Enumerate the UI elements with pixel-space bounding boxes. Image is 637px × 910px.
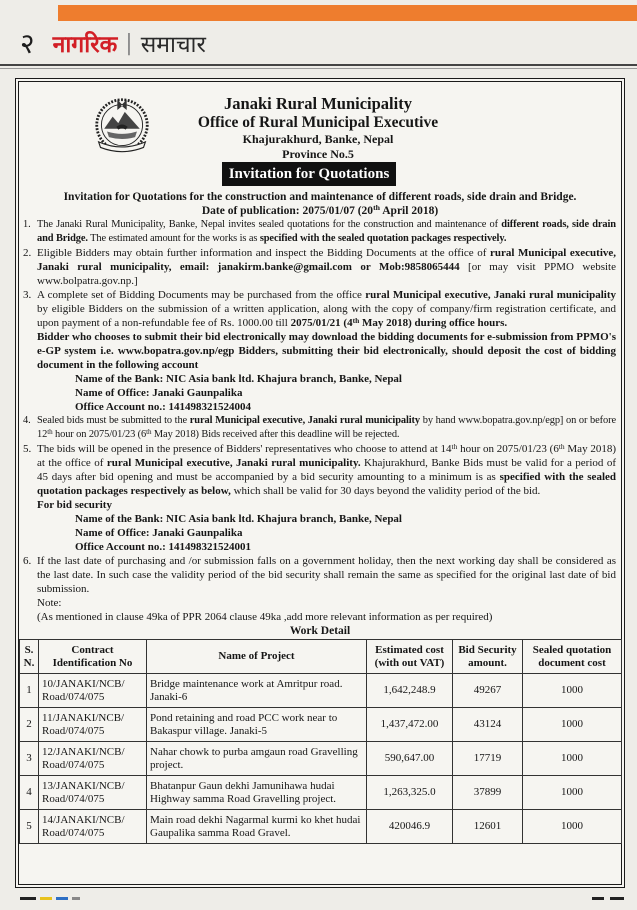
header-divider <box>0 64 637 66</box>
cell-sn: 2 <box>20 708 39 742</box>
clause-3 <box>19 288 621 330</box>
clause-text-segment: A complete set of Bidding Documents may be purchased from the office <box>37 289 366 301</box>
clause-number: 3. <box>23 289 32 301</box>
note-text: (As mentioned in clause 49ka of PPR 2064 clause 49ka ,add more relevant information as per required) <box>37 611 493 623</box>
clause-emphasis: specified with the sealed quotation packages respectively. <box>259 233 507 244</box>
province: Province No.5 <box>282 147 354 161</box>
cell-document-cost: 1000 <box>523 708 622 742</box>
cell-contract-id: 11/JANAKI/NCB/ Road/074/075 <box>39 708 147 742</box>
table-row <box>20 810 622 844</box>
cell-bid-security: 12601 <box>453 810 523 844</box>
bid-security-heading: For bid security <box>37 499 112 511</box>
notice-title-banner: Invitation for Quotations <box>222 162 396 186</box>
cell-document-cost: 1000 <box>523 674 622 708</box>
clause-text-segment: The estimated amount for the works is as <box>87 233 260 244</box>
newspaper-masthead <box>20 24 206 62</box>
cell-document-cost: 1000 <box>523 742 622 776</box>
ordinal-suffix: th <box>146 427 152 436</box>
clause-text-segment: Eligible Bidders may obtain further information and inspect the Bidding Documents at the office of <box>37 247 491 259</box>
cell-project-name: Bhatanpur Gaun dekhi Jamunihawa hudai Highway samma Road Gravelling project. <box>147 776 367 810</box>
clause-emphasis: different roads, side drain and Bridge. <box>37 219 616 244</box>
clause-text-segment: May 2018) at the office of <box>37 443 616 469</box>
work-detail-title: Work Detail <box>289 625 351 637</box>
office-name: Office of Rural Municipal Executive <box>197 114 439 131</box>
clause-emphasis: rural Municipal executive, Janaki rural municipality. <box>106 457 361 469</box>
fee-office-name: Name of Office: Janaki Gaunpalika <box>75 387 243 399</box>
cell-bid-security: 37899 <box>453 776 523 810</box>
clause-number: 2. <box>23 247 32 259</box>
clause-number: 5. <box>23 443 32 455</box>
publication-date-text: Date of publication: 2075/01/07 (20 <box>201 205 374 217</box>
newspaper-name: नागरिक <box>52 32 118 58</box>
cell-project-name: Bridge maintenance work at Amritpur road. Janaki-6 <box>147 674 367 708</box>
clause-emphasis: specified with the sealed quotation packages respectively as below, <box>37 471 616 497</box>
work-detail-table <box>19 639 622 844</box>
clause-text-segment: which shall be valid for 30 days beyond the validity period of the bid. <box>230 485 541 497</box>
clause-text-segment: hour on 2075/01/23 (6 <box>457 443 559 455</box>
clause-text-segment: [or may visit PPMO website www.bolpatra.gov.np.] <box>37 261 616 287</box>
cell-sn: 3 <box>20 742 39 776</box>
page-edge-mark <box>20 897 36 900</box>
page-edge-mark <box>56 897 68 900</box>
clause-emphasis: May 2018) during office hours. <box>359 317 508 329</box>
clause-text-segment: The bids will be opened in the presence of Bidders' representatives who choose to attend at 14 <box>37 443 452 455</box>
clause-emphasis: 2075/01/21 (4 <box>290 317 353 329</box>
header-document-cost: Sealed quotation document cost <box>523 640 622 674</box>
security-bank-name: Name of the Bank: NIC Asia bank ltd. Khajura branch, Banke, Nepal <box>75 513 402 525</box>
table-row <box>20 708 622 742</box>
clause-text <box>37 218 616 246</box>
header-divider-thin <box>0 68 637 69</box>
fee-account-number: Office Account no.: 141498321524004 <box>75 401 251 413</box>
publication-date <box>19 204 621 218</box>
clause-text <box>37 554 616 596</box>
nepal-coat-of-arms-icon <box>92 96 152 154</box>
clause-text-segment: May 2018) Bids received after this deadline will be rejected. <box>151 429 400 440</box>
cell-estimated-cost: 1,437,472.00 <box>367 708 453 742</box>
security-account-number: Office Account no.: 141498321524001 <box>75 541 251 553</box>
cell-contract-id: 10/JANAKI/NCB/ Road/074/075 <box>39 674 147 708</box>
security-office-name: Name of Office: Janaki Gaunpalika <box>75 527 243 539</box>
cell-estimated-cost: 590,647.00 <box>367 742 453 776</box>
header-sn: S. N. <box>20 640 39 674</box>
clause-text-segment: Khajurakhurd, Banke Bids must be valid for a period of 45 days after bid opening and must be accompanied by a bid security amounting to a minimum is as <box>37 457 617 483</box>
table-row <box>20 742 622 776</box>
page-edge-mark <box>610 897 624 900</box>
clause-text-segment: hour on 2075/01/23 (6 <box>52 429 147 440</box>
clause-5 <box>19 442 621 498</box>
clause-text <box>37 442 616 498</box>
cell-estimated-cost: 420046.9 <box>367 810 453 844</box>
quotation-notice <box>15 78 625 888</box>
clause-emphasis: rural Municipal executive, Janaki rural municipality, email: janakirm.banke@gmail.com or Mob:9858065444 <box>37 247 617 273</box>
clause-number: 6. <box>23 555 32 567</box>
section-name: समाचार <box>140 32 206 58</box>
cell-estimated-cost: 1,263,325.0 <box>367 776 453 810</box>
ordinal-suffix: th <box>352 315 360 325</box>
table-row <box>20 776 622 810</box>
clause-number: 4. <box>23 415 31 426</box>
header-project-name: Name of Project <box>147 640 367 674</box>
fee-bank-name: Name of the Bank: NIC Asia bank ltd. Khajura branch, Banke, Nepal <box>75 373 402 385</box>
clause-6 <box>19 554 621 596</box>
clause-text-segment: by hand www.bopatra.gov.np/egp] on or before 12 <box>37 415 616 440</box>
cell-contract-id: 12/JANAKI/NCB/ Road/074/075 <box>39 742 147 776</box>
cell-sn: 4 <box>20 776 39 810</box>
cell-contract-id: 14/JANAKI/NCB/ Road/074/075 <box>39 810 147 844</box>
cell-project-name: Nahar chowk to purba amgaun road Gravelling project. <box>147 742 367 776</box>
masthead-separator: | <box>125 30 133 56</box>
electronic-submission-text: Bidder who chooses to submit their bid electronically may download the bidding documents for e-submission from PPMO's e-GP system i.e. www.bopatra.gov.np/egp Bidders, submitting their bid electronically, should deposit the cost of bidding document in the following account <box>37 331 616 371</box>
cell-estimated-cost: 1,642,248.9 <box>367 674 453 708</box>
page-edge-mark <box>72 897 80 900</box>
notice-body <box>19 190 621 844</box>
ordinal-suffix: th <box>558 441 565 451</box>
cell-bid-security: 17719 <box>453 742 523 776</box>
clause-text <box>37 414 616 442</box>
cell-document-cost: 1000 <box>523 776 622 810</box>
cell-document-cost: 1000 <box>523 810 622 844</box>
clause-emphasis: rural Municipal executive, Janaki rural municipality <box>365 289 616 301</box>
clause-number: 1. <box>23 219 31 230</box>
header-estimated-cost: Estimated cost (with out VAT) <box>367 640 453 674</box>
clause-text-segment: by eligible Bidders on the submission of a written application, along with the copy of company/firm registration certificate, and upon payment of a non-refundable fee of Rs. 1000.00 till <box>37 303 616 329</box>
cell-sn: 1 <box>20 674 39 708</box>
table-header-row <box>20 640 622 674</box>
cell-sn: 5 <box>20 810 39 844</box>
clause-text <box>37 288 616 330</box>
ordinal-suffix: th <box>47 427 53 436</box>
cell-project-name: Main road dekhi Nagarmal kurmi ko khet hudai Gaupalika samma Road Gravel. <box>147 810 367 844</box>
clause-2 <box>19 246 621 288</box>
clause-1 <box>19 218 621 246</box>
page-edge-mark <box>592 897 604 900</box>
clause-text-segment: The Janaki Rural Municipality, Banke, Nepal invites sealed quotations for the construction and maintenance of <box>37 219 502 230</box>
cell-bid-security: 49267 <box>453 674 523 708</box>
cell-bid-security: 43124 <box>453 708 523 742</box>
ordinal-suffix: th <box>373 203 381 213</box>
organization-name: Janaki Rural Municipality <box>224 94 412 113</box>
office-address: Khajurakhurd, Banke, Nepal <box>242 132 394 146</box>
header-bid-security: Bid Security amount. <box>453 640 523 674</box>
masthead-color-bar <box>58 5 637 21</box>
clause-4 <box>19 414 621 442</box>
clause-text-segment: Sealed bids must be submitted to the <box>37 415 190 426</box>
ordinal-suffix: th <box>451 441 458 451</box>
clause-text <box>37 246 616 288</box>
notice-intro: Invitation for Quotations for the construction and maintenance of different roads, side drain and Bridge. <box>63 191 577 203</box>
clause-emphasis: rural Municipal executive, Janaki rural municipality <box>189 415 421 426</box>
cell-contract-id: 13/JANAKI/NCB/ Road/074/075 <box>39 776 147 810</box>
note-label: Note: <box>37 597 62 609</box>
page-edge-mark <box>40 897 52 900</box>
notice-heading <box>153 94 483 162</box>
page-number: २ <box>20 27 35 60</box>
cell-project-name: Pond retaining and road PCC work near to Bakaspur village. Janaki-5 <box>147 708 367 742</box>
clause-text-segment: If the last date of purchasing and /or submission falls on a government holiday, then the next working day shall be considered as the last date. In such case the validity period of the bid security shall remain the same as specified for the original last date of bid submission. <box>37 555 616 595</box>
table-row <box>20 674 622 708</box>
publication-date-text: April 2018) <box>380 205 439 217</box>
header-contract-id: Contract Identification No <box>39 640 147 674</box>
